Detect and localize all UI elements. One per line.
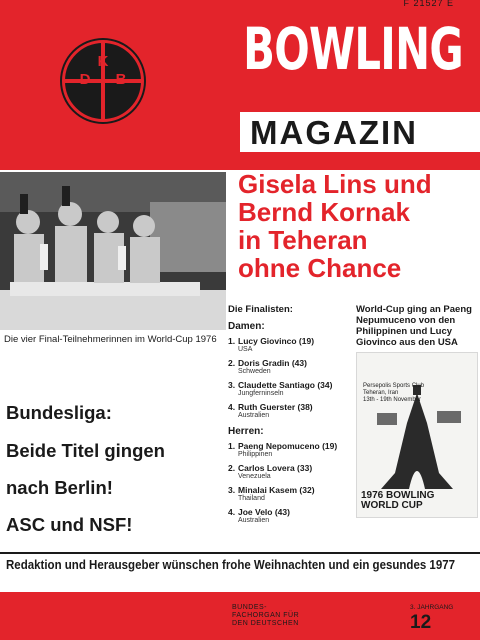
player-name: Paeng Nepomuceno (19)	[238, 441, 338, 451]
list-item	[228, 441, 348, 459]
cover-headline	[238, 170, 474, 282]
player-country: Schweden	[238, 368, 271, 375]
bundesliga-line: nach Berlin!	[6, 477, 113, 498]
organ-line: FACHORGAN FÜR	[232, 612, 300, 619]
finalists-heading: Die Finalisten:	[228, 304, 293, 315]
issue-number: 12	[410, 612, 432, 633]
worldcup-text: World-Cup ging an Paeng Nepumuceno von den Philippinen und Lucy Giovinco aus den USA	[356, 304, 472, 348]
player-country: Venezuela	[238, 473, 271, 480]
list-item	[228, 463, 348, 481]
list-item	[228, 402, 348, 420]
worldcup-poster	[356, 352, 478, 518]
player-rank: 3.	[228, 380, 236, 390]
player-name: Joe Velo (43)	[238, 507, 290, 517]
player-country: Australien	[238, 412, 270, 419]
bundesliga-heading: Bundesliga:	[6, 402, 112, 423]
publication-organ	[232, 604, 299, 628]
headline-line: in Teheran	[238, 225, 368, 255]
player-rank: 4.	[228, 402, 236, 412]
poster-line: 13th - 19th November	[363, 397, 422, 403]
poster-line: Teheran, Iran	[363, 390, 399, 396]
player-rank: 2.	[228, 358, 236, 368]
logo-letter-b: B	[115, 71, 127, 88]
player-rank: 1.	[228, 441, 236, 451]
list-item	[228, 358, 348, 376]
logo-letter-d: D	[79, 71, 91, 88]
headline-line: ohne Chance	[238, 253, 402, 283]
player-name: Ruth Guerster (38)	[238, 402, 313, 412]
men-heading: Herren:	[228, 426, 264, 437]
player-country: Thailand	[238, 495, 265, 502]
christmas-greeting: Redaktion und Herausgeber wünschen frohe Weihnachten und ein gesundes 1977	[6, 558, 456, 572]
headline-line: Bernd Kornak	[238, 197, 410, 227]
player-name: Lucy Giovinco (19)	[238, 336, 315, 346]
volume-label: 3. JAHRGANG	[410, 604, 454, 611]
magazine-subtitle: MAGAZIN	[250, 114, 418, 151]
logo-letter-k: K	[97, 53, 109, 70]
list-item	[228, 485, 348, 503]
poster-details	[363, 383, 471, 404]
cover-photo	[0, 172, 226, 330]
magazine-title: BOWLING	[243, 15, 463, 83]
player-name: Carlos Lovera (33)	[238, 463, 313, 473]
player-name: Claudette Santiago (34)	[238, 380, 333, 390]
women-heading: Damen:	[228, 321, 265, 332]
player-country: Australien	[238, 517, 270, 524]
organ-line: BUNDES-	[232, 604, 268, 611]
headline-line: Gisela Lins und	[238, 169, 432, 199]
bundesliga-line: Beide Titel gingen	[6, 440, 165, 461]
player-country: USA	[238, 346, 253, 353]
issn-number: F 21527 E	[403, 0, 454, 8]
finalists-column	[228, 304, 348, 529]
photo-caption: Die vier Final-Teilnehmerinnen im World-Cup 1976	[4, 334, 217, 345]
player-rank: 2.	[228, 463, 236, 473]
organ-line: DEN DEUTSCHEN	[232, 620, 299, 627]
player-country: Jungferninseln	[238, 390, 284, 397]
player-name: Doris Gradin (43)	[238, 358, 307, 368]
player-rank: 1.	[228, 336, 236, 346]
player-country: Philippinen	[238, 451, 273, 458]
bundesliga-line: ASC und NSF!	[6, 514, 133, 535]
list-item	[228, 380, 348, 398]
list-item	[228, 507, 348, 525]
photo-illustration	[0, 172, 226, 330]
dkb-logo	[62, 40, 144, 122]
poster-title-line: 1976 BOWLING	[361, 490, 435, 501]
poster-line: Persepolis Sports Club	[363, 383, 425, 389]
player-rank: 3.	[228, 485, 236, 495]
player-rank: 4.	[228, 507, 236, 517]
player-name: Minalai Kasem (32)	[238, 485, 315, 495]
list-item	[228, 336, 348, 354]
poster-title-line: WORLD CUP	[361, 500, 423, 511]
poster-title	[361, 491, 473, 511]
